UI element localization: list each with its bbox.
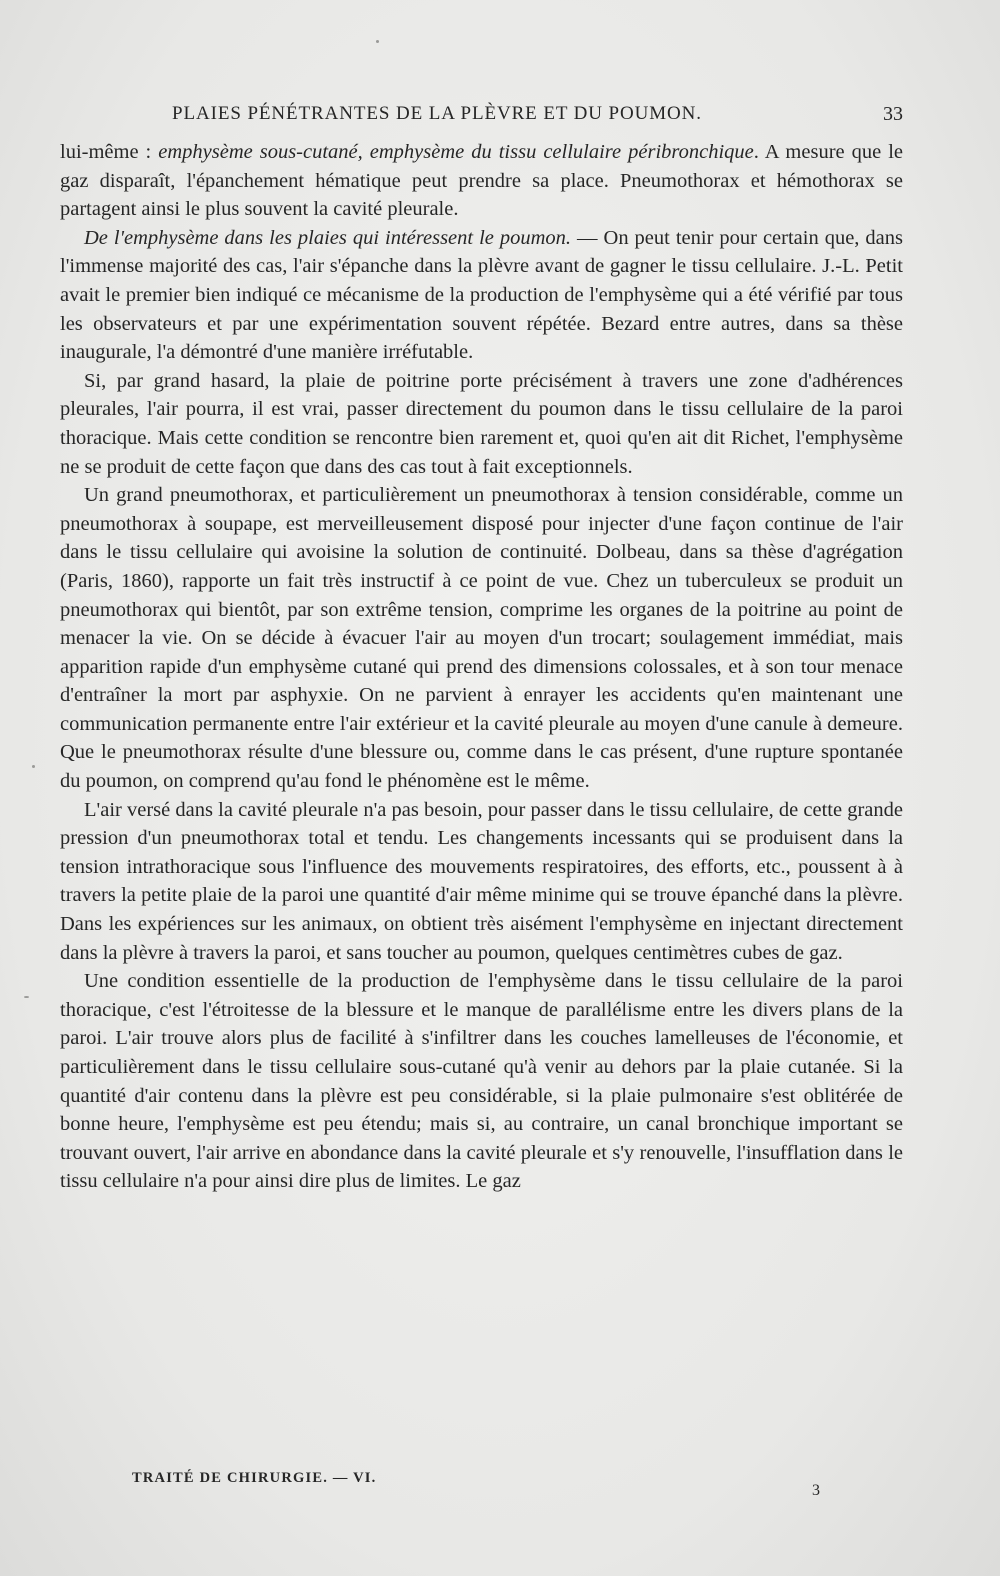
- paragraph: Une condition essentielle de la production de l'emphysème dans le tissu cellulaire de la paroi thoracique, c'est l'étroitesse de la blessure et le manque de parallélisme entre les divers plans de la paroi. L'air trouve alors plus de facilité à s'infiltrer dans les couches lamelleuses de l'économie, et particulièrement dans le tissu cellulaire sous-cutané qu'à venir au dehors par la plaie cutanée. Si la quantité d'air contenu dans la plèvre est peu considérable, si la plaie pulmonaire s'est oblitérée de bonne heure, l'emphysème est peu étendu; mais si, au contraire, un canal bronchique important se trouvant ouvert, l'air arrive en abondance dans la cavité pleurale et s'y renouvelle, l'insufflation dans le tissu cellulaire n'a pour ainsi dire plus de limites. Le gaz: [60, 970, 903, 1193]
- paragraph: L'air versé dans la cavité pleurale n'a pas besoin, pour passer dans le tissu cellulaire, de cette grande pression d'un pneumothorax total et tendu. Les changements incessants qui se produisent dans la tension intrathoracique sous l'influence des mouvements respiratoires, des efforts, etc., poussent à à travers la petite plaie de la paroi une quantité d'air même minime qui se trouve épanché dans la plèvre. Dans les expériences sur les animaux, on obtient très aisément l'emphysème en injectant directement dans la plèvre à travers la paroi, et sans toucher au poumon, quelques centimètres cubes de gaz.: [60, 798, 903, 964]
- paragraph: [60, 224, 903, 367]
- page-footer: [132, 1470, 832, 1510]
- body-text: [60, 138, 903, 1196]
- paper-speck: [32, 765, 35, 768]
- page-header: [60, 103, 903, 133]
- paragraph-text: — On peut tenir pour certain que, dans l'immense majorité des cas, l'air s'épanche dans la plèvre avant de gagner le tissu cellulaire. J.-L. Petit avait le premier bien indiqué ce mécanisme de la production de l'emphysème qui a été vérifié par tous les observateurs et par une expérimentation souvent répétée. Bezard entre autres, dans sa thèse inaugurale, l'a démontré d'une manière irréfutable.: [60, 226, 903, 364]
- paragraph: Si, par grand hasard, la plaie de poitrine porte précisément à travers une zone d'adhérences pleurales, l'air pourra, il est vrai, passer directement du poumon dans le tissu cellulaire de la paroi thoracique. Mais cette condition se rencontre bien rarement et, quoi qu'en ait dit Richet, l'emphysème ne se produit de cette façon que dans des cas tout à fait exceptionnels.: [60, 369, 903, 478]
- paper-speck: [24, 996, 29, 998]
- paragraph: [60, 138, 903, 224]
- section-heading: De l'emphysème dans les plaies qui intéressent le poumon.: [84, 226, 572, 249]
- paragraph-text: lui-même :: [60, 141, 159, 163]
- footer-book-title: TRAITÉ DE CHIRURGIE. — VI.: [132, 1470, 377, 1486]
- paragraph-text: . A mesure que le gaz disparaît, l'épanchement hématique peut prendre sa place. Pneumothorax et hémothorax se partagent ainsi le plus souvent la cavité pleurale.: [60, 141, 903, 221]
- page-number: 33: [883, 103, 903, 125]
- signature-mark: 3: [812, 1482, 820, 1499]
- paper-speck: [376, 40, 379, 43]
- italic-phrase: emphysème sous-cutané, emphysème du tissu cellulaire péribronchique: [158, 141, 754, 163]
- running-title: PLAIES PÉNÉTRANTES DE LA PLÈVRE ET DU POUMON.: [172, 103, 702, 124]
- paragraph: Un grand pneumothorax, et particulièrement un pneumothorax à tension considérable, comme un pneumothorax à soupape, est merveilleusement disposé pour injecter d'une façon continue de l'air dans le tissu cellulaire qui avoisine la solution de continuité. Dolbeau, dans sa thèse d'agrégation (Paris, 1860), rapporte un fait très instructif à ce point de vue. Chez un tuberculeux se produit un pneumothorax qui bientôt, par son extrême tension, comprime les organes de la poitrine au point de menacer la vie. On se décide à évacuer l'air au moyen d'un trocart; soulagement immédiat, mais apparition rapide d'un emphysème cutané qui prend des dimensions colossales, et à son tour menace d'entraîner la mort par asphyxie. On ne parvient à enrayer les accidents qu'en maintenant une communication permanente entre l'air extérieur et la cavité pleurale au moyen d'une canule à demeure. Que le pneumothorax résulte d'une blessure ou, comme dans le cas présent, d'une rupture spontanée du poumon, on comprend qu'au fond le phénomène est le même.: [60, 484, 903, 793]
